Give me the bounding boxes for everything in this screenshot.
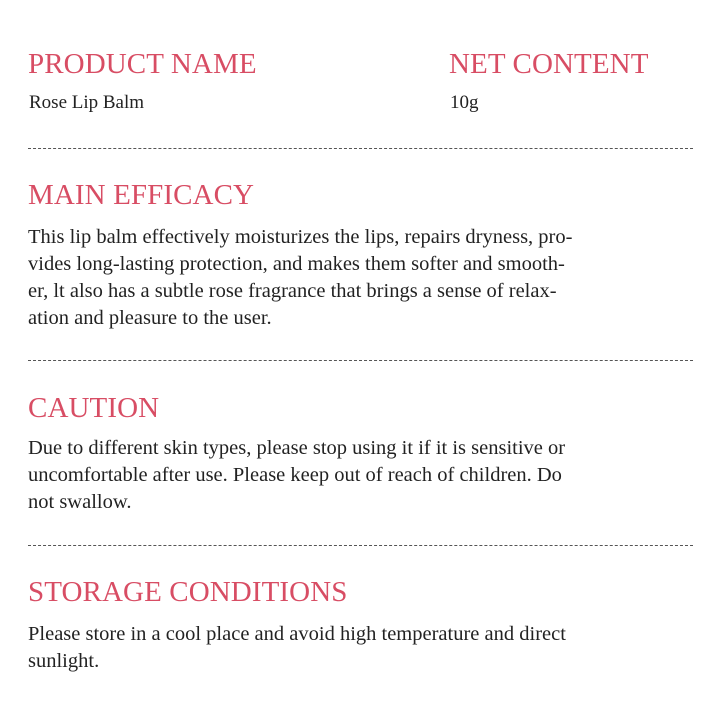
main-efficacy-heading: MAIN EFFICACY [28,179,255,211]
storage-conditions-text [28,621,692,675]
caution-heading: CAUTION [28,392,160,424]
text-line: er, lt also has a subtle rose fragrance that brings a sense of relax- [28,280,557,302]
text-line: This lip balm effectively moisturizes the lips, repairs dryness, pro- [28,226,573,248]
main-efficacy-text [28,224,692,332]
text-line: Due to different skin types, please stop using it if it is sensitive or [28,437,566,459]
caution-text [28,435,692,516]
text-line: ation and pleasure to the user. [28,307,272,329]
text-line: vides long-lasting protection, and makes them softer and smooth- [28,253,565,275]
storage-conditions-heading: STORAGE CONDITIONS [28,576,348,608]
text-line: Please store in a cool place and avoid high temperature and direct [28,623,566,645]
text-line: uncomfortable after use. Please keep out of reach of children. Do [28,464,562,486]
section-divider [28,545,693,546]
section-divider [28,148,693,149]
product-name-value: Rose Lip Balm [29,92,145,113]
net-content-value: 10g [450,92,479,113]
text-line: not swallow. [28,491,132,513]
product-name-heading: PRODUCT NAME [28,48,257,80]
section-divider [28,360,693,361]
text-line: sunlight. [28,650,100,672]
net-content-heading: NET CONTENT [449,48,649,80]
